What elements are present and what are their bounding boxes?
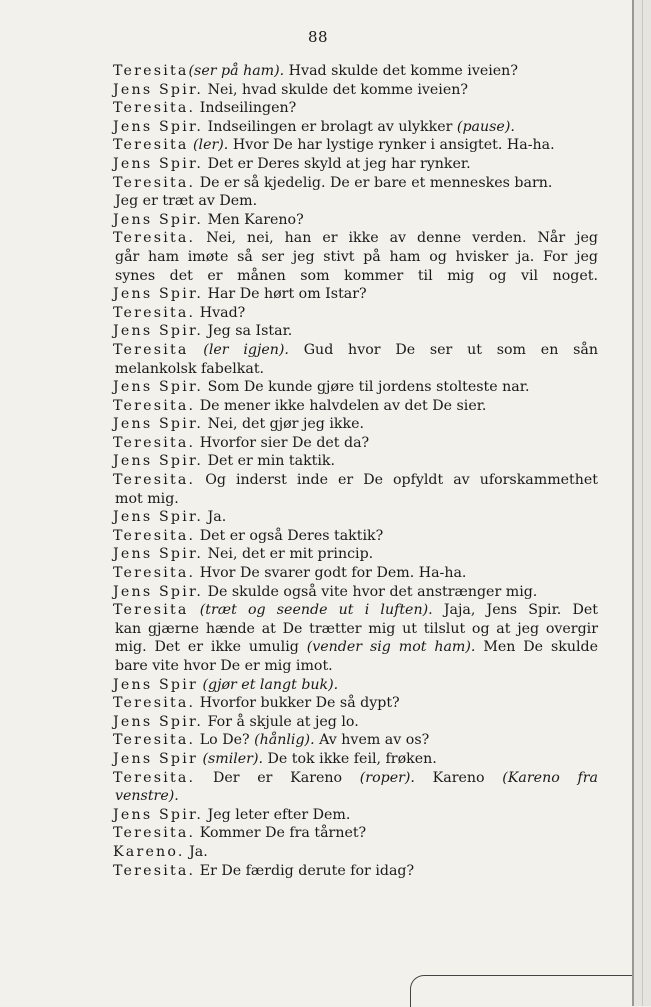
dialogue-line (113, 378, 598, 397)
speaker-name: Jens Spir. (113, 806, 204, 823)
line-text: Nei, nei, han er ikke av denne verden. Når jeg (195, 230, 598, 247)
speaker-name: Teresita. (113, 100, 196, 117)
line-text: De tok ikke feil, frøken. (263, 750, 437, 767)
line-text: Kommer De fra tårnet? (195, 825, 367, 842)
line-text: Det er min taktik. (203, 453, 336, 470)
dialogue-line (113, 824, 598, 843)
speaker-name: Jens Spir. (113, 546, 204, 563)
speaker-name: Teresita. (113, 732, 196, 749)
line-text: Hvorfor sier De det da? (195, 434, 370, 451)
stage-direction: (roper). (342, 769, 415, 786)
dialogue-line (113, 118, 598, 137)
stage-direction: (smiler). (197, 750, 264, 767)
stage-direction: (Kareno fra (484, 769, 598, 786)
line-text: Men Kareno? (203, 211, 304, 228)
speaker-name: Teresita. (113, 862, 196, 879)
dialogue-line (113, 508, 598, 527)
line-text: De er så kjedelig. De er bare et menneskes barn. (195, 174, 553, 191)
dialogue-line (113, 694, 598, 713)
dialogue-line (113, 713, 598, 732)
line-text: melankolsk fabelkat. (115, 360, 265, 377)
speaker-name: Teresita. (113, 230, 196, 247)
line-text: Nei, det er mit princip. (203, 546, 374, 563)
line-text: For å skjule at jeg lo. (203, 713, 359, 730)
speaker-name: Teresita (113, 63, 189, 79)
line-text: Jeg er træt av Dem. (115, 193, 258, 210)
dialogue-line (113, 136, 598, 155)
speaker-name: Jens Spir. (113, 416, 204, 433)
speaker-name: Jens Spir. (113, 286, 204, 303)
speaker-name: Teresita. (113, 527, 196, 544)
line-text: De mener ikke halvdelen av det De sier. (195, 397, 487, 414)
speaker-name: Jens Spir. (113, 81, 204, 98)
line-text: Ja. (184, 843, 208, 860)
dialogue-continuation (115, 490, 598, 509)
stage-direction: venstre). (115, 788, 179, 805)
dialogue-line (113, 81, 598, 100)
line-text: Og inderst inde er De opfyldt av uforskammethet (195, 472, 598, 489)
dialogue-continuation (115, 192, 598, 211)
dialogue-continuation (115, 360, 598, 379)
dialogue-line (113, 285, 598, 304)
page-edge (632, 0, 651, 1006)
dialogue-line (113, 397, 598, 416)
page-number: 88 (307, 28, 329, 46)
dialogue-line (113, 452, 598, 471)
line-text: Indseilingen er brolagt av ulykker (203, 118, 453, 135)
dialogue-line (113, 843, 598, 862)
speaker-name: Teresita (113, 341, 189, 358)
bookmark-edge (410, 975, 633, 1007)
dialogue-line (113, 806, 598, 825)
line-text: Nei, hvad skulde det komme iveien? (203, 81, 468, 98)
line-text: Lo De? (195, 732, 250, 749)
dialogue-continuation (115, 787, 598, 806)
speaker-name: Teresita. (113, 769, 196, 786)
line-text: Hvad? (195, 304, 246, 321)
speaker-name: Jens Spir (113, 750, 198, 767)
dialogue-line (113, 750, 598, 769)
line-text: Hvad skulde det komme iveien? (284, 63, 518, 79)
dialogue-line (113, 229, 598, 248)
stage-direction: (ler igjen). (188, 341, 289, 358)
dialogue-line (113, 862, 598, 881)
line-text: Ja. (203, 509, 227, 526)
dialogue-line (113, 601, 598, 620)
line-text: Har De hørt om Istar? (203, 286, 367, 303)
speaker-name: Jens Spir. (113, 713, 204, 730)
dialogue-line (113, 99, 598, 118)
speaker-name: Jens Spir. (113, 379, 204, 396)
dialogue-line (113, 322, 598, 341)
dialogue-line (113, 211, 598, 230)
line-text: kan gjærne hænde at De trætter mig ut tilslut og at jeg overgir (115, 620, 598, 637)
line-text: De skulde også vite hvor det anstrænger mig. (203, 583, 538, 600)
speaker-name: Teresita (113, 137, 189, 154)
dialogue-line (113, 471, 598, 490)
dialogue-line (113, 769, 598, 788)
speaker-name: Teresita. (113, 825, 196, 842)
speaker-name: Teresita (113, 602, 189, 619)
speaker-name: Jens Spir (113, 676, 198, 693)
stage-direction: (pause). (452, 118, 515, 135)
speaker-name: Jens Spir. (113, 155, 204, 172)
speaker-name: Jens Spir. (113, 323, 204, 340)
line-text: Det er Deres skyld at jeg har rynker. (203, 155, 471, 172)
speaker-name: Teresita. (113, 472, 196, 489)
dialogue-continuation (115, 638, 598, 657)
dialogue-continuation (115, 267, 598, 286)
stage-direction: (vender sig mot ham). (298, 639, 476, 656)
speaker-name: Jens Spir. (113, 453, 204, 470)
line-text: Jeg leter efter Dem. (203, 806, 351, 823)
speaker-name: Teresita. (113, 174, 196, 191)
dialogue-line (113, 174, 598, 193)
dialogue-line (113, 527, 598, 546)
speaker-name: Kareno. (113, 843, 185, 860)
stage-direction: (ser på ham). (188, 63, 285, 79)
dialogue-line (113, 564, 598, 583)
line-text: Jeg sa Istar. (203, 323, 293, 340)
dialogue-text (115, 62, 598, 880)
dialogue-line (113, 155, 598, 174)
speaker-name: Teresita. (113, 304, 196, 321)
line-text: Er De færdig derute for idag? (195, 862, 415, 879)
speaker-name: Teresita. (113, 434, 196, 451)
dialogue-line (113, 545, 598, 564)
stage-direction: (ler). (188, 137, 229, 154)
speaker-name: Jens Spir. (113, 118, 204, 135)
line-text: Hvor De svarer godt for Dem. Ha-ha. (195, 565, 467, 582)
dialogue-continuation (115, 248, 598, 267)
speaker-name: Jens Spir. (113, 583, 204, 600)
line-text: Som De kunde gjøre til jordens stolteste nar. (203, 379, 530, 396)
line-text: synes det er månen som kommer til mig og vil noget. (115, 267, 598, 284)
line-text: Det er også Deres taktik? (195, 527, 384, 544)
stage-direction: (gjør et langt buk). (197, 676, 339, 693)
line-text: Der er Kareno (195, 769, 343, 786)
stage-direction: (træt og seende ut i luften). (188, 602, 433, 619)
dialogue-line (113, 304, 598, 323)
dialogue-line (113, 731, 598, 750)
dialogue-line (113, 62, 598, 81)
speaker-name: Teresita. (113, 565, 196, 582)
line-text: Hvor De har lystige rynker i ansigtet. Ha-ha. (228, 137, 555, 154)
line-text: bare vite hvor De er mig imot. (115, 658, 333, 674)
speaker-name: Teresita. (113, 695, 196, 712)
stage-direction: (hånlig). (249, 732, 315, 749)
line-text: Kareno (414, 769, 485, 786)
dialogue-continuation (115, 620, 598, 639)
dialogue-continuation (115, 657, 598, 676)
dialogue-line (113, 434, 598, 453)
dialogue-line (113, 341, 598, 360)
line-text: Men De skulde (475, 639, 598, 656)
line-text: Indseilingen? (195, 100, 297, 117)
line-text: mot mig. (115, 490, 179, 507)
line-text: mig. Det er ikke umulig (115, 639, 299, 656)
line-text: Gud hvor De ser ut som en sån (288, 341, 598, 358)
speaker-name: Teresita. (113, 397, 196, 414)
dialogue-line (113, 415, 598, 434)
line-text: Jaja, Jens Spir. Det (432, 602, 598, 619)
dialogue-line (113, 676, 598, 695)
dialogue-line (113, 583, 598, 602)
line-text: Hvorfor bukker De så dypt? (195, 695, 400, 712)
line-text: Av hvem av os? (314, 732, 430, 749)
speaker-name: Jens Spir. (113, 211, 204, 228)
line-text: Nei, det gjør jeg ikke. (203, 416, 364, 433)
line-text: går ham imøte så ser jeg stivt på ham og hvisker ja. For jeg (115, 248, 598, 265)
speaker-name: Jens Spir. (113, 509, 204, 526)
